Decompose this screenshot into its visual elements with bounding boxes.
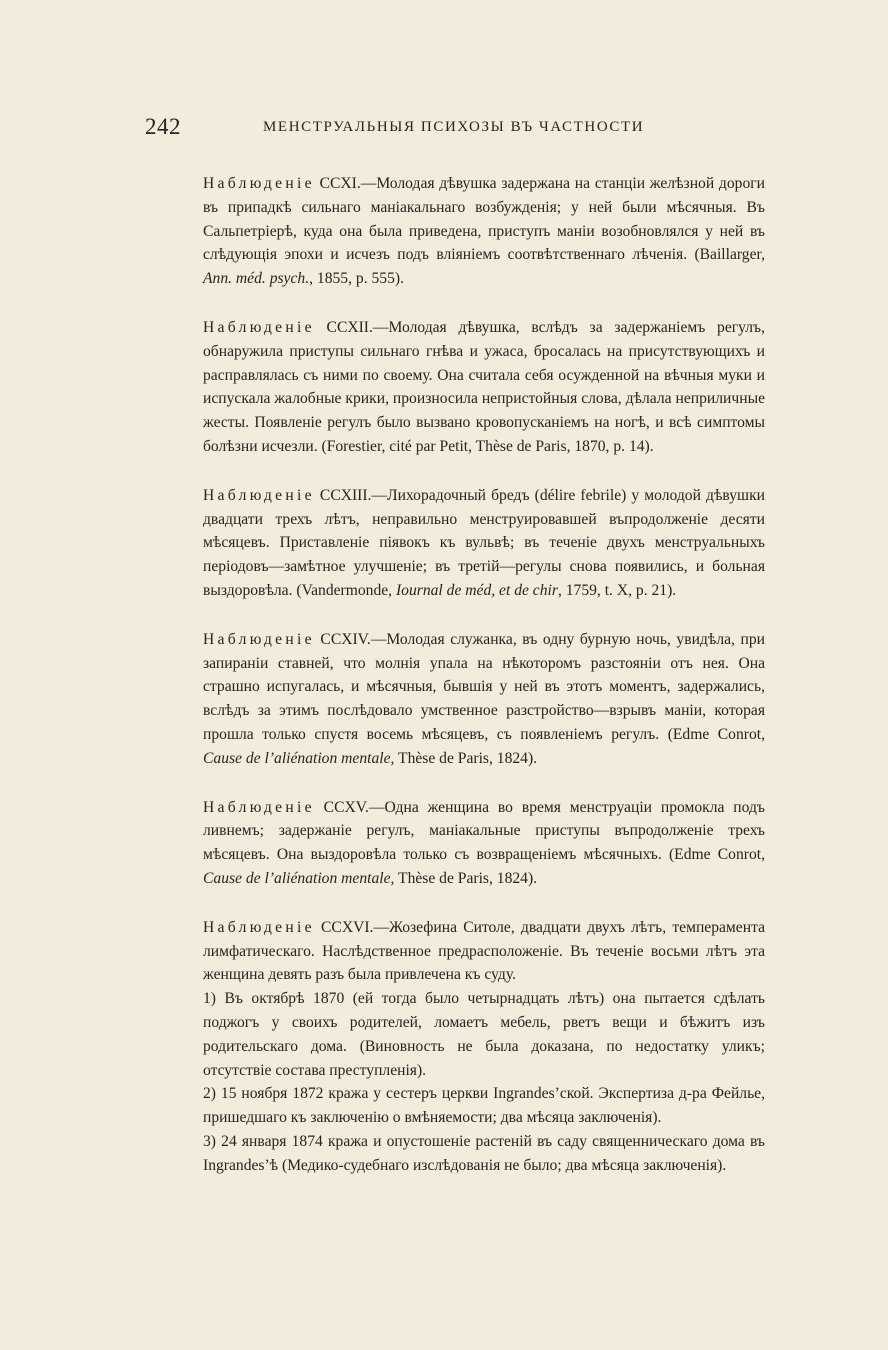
running-head: МЕНСТРУАЛЬНЫЯ ПСИХОЗЫ ВЪ ЧАСТНОСТИ	[263, 119, 645, 135]
observation-label: Наблюденіе	[203, 918, 315, 936]
page-header	[145, 114, 765, 144]
list-item: 3) 24 января 1874 кража и опустошеніе растеній въ саду священническаго дома въ Ingrandes’ѣ (Медико-судебнаго изслѣдованія не было; два мѣсяца заключенія).	[203, 1132, 765, 1174]
citation-title: Ann. méd. psych.	[203, 270, 310, 288]
list-item: 2) 15 ноября 1872 кража у сестеръ церкви Ingrandes’ской. Экспертиза д-ра Фейлье, пришедшаго къ заключенію о вмѣняемости; два мѣсяца заключенія).	[203, 1085, 765, 1127]
observation-paragraph	[145, 628, 765, 771]
citation-title: Cause de l’aliénation mentale	[203, 869, 391, 887]
observation-paragraph	[145, 316, 765, 459]
observation-text: CCXIV.—Молодая служанка, въ одну бурную ночь, увидѣла, при запираніи ставней, что молнія упала на нѣкоторомъ разстояніи отъ нея. Она страшно испугалась, и мѣсячныя, бывшія у ней въ этотъ моментъ, задержались, вслѣдъ за этимъ послѣдовало умственное разстройство—взрывъ маніи, которая прошла только спустя восемь мѣсяцевъ, съ появленіемъ регулъ. (Edme Conrot,	[203, 630, 765, 743]
page-body	[145, 172, 765, 1177]
citation-title: Cause de l’aliénation mentale	[203, 749, 391, 767]
observation-label: Наблюденіе	[203, 630, 315, 648]
citation-tail: , Thèse de Paris, 1824).	[390, 749, 538, 767]
observation-label: Наблюденіе	[203, 318, 315, 336]
observation-paragraph	[145, 796, 765, 891]
page-number: 242	[145, 114, 181, 139]
observation-paragraph	[145, 172, 765, 291]
citation-tail: , 1855, p. 555).	[309, 270, 404, 288]
observation-label: Наблюденіе	[203, 175, 315, 192]
observation-paragraph	[145, 484, 765, 603]
observation-text: CCXVI.—Жозефина Ситоле, двадцати двухъ лѣтъ, темперамента лимфатическаго. Наслѣдственное предрасположеніе. Въ теченіе восьми лѣтъ эта женщина девять разъ была привлечена къ суду.	[203, 918, 765, 984]
observation-label: Наблюденіе	[203, 486, 315, 504]
citation-title: Iournal de méd, et de chir	[395, 581, 558, 599]
observation-paragraph	[145, 916, 765, 987]
observation-label: Наблюденіе	[203, 798, 315, 816]
list-item: 1) Въ октябрѣ 1870 (ей тогда было четырнадцать лѣтъ) она пытается сдѣлать поджогъ у своихъ родителей, ломаетъ мебель, рветъ вещи и бѣжитъ изъ родительскаго дома. (Виновность не была доказана, по недостатку уликъ; отсутствіе состава преступленія).	[203, 990, 765, 1079]
citation-tail: , 1759, t. X, p. 21).	[557, 581, 677, 599]
observation-text: CCXIII.—Лихорадочный бредъ (délire febrile) у молодой дѣвушки двадцати трехъ лѣтъ, неправильно менструировавшей въпродолженіе десяти мѣсяцевъ. Приставленіе піявокъ къ вульвѣ; въ теченіе двухъ менструальныхъ періодовъ—замѣтное улучшеніе; въ третій—регулы снова появились, и больная выздоровѣла. (Vandermonde,	[203, 486, 765, 599]
observation-text: CCXII.—Молодая дѣвушка, вслѣдъ за задержаніемъ регулъ, обнаружила приступы сильнаго гнѣва и ужаса, бросалась на присутствующихъ и расправлялась съ ними по своему. Она считала себя осужденной на вѣчныя муки и испускала жалобные крики, произносила непристойныя слова, дѣлала неприличные жесты. Появленіе регулъ было вызвано кровопусканіемъ на ногѣ, и всѣ симптомы болѣзни исчезли. (Forestier, cité par Petit, Thèse de Paris, 1870, p. 14).	[203, 318, 765, 455]
observation-text: CCXI.—Молодая дѣвушка задержана на станціи желѣзной дороги въ припадкѣ сильнаго маніакальнаго возбужденія; у ней были мѣсячныя. Въ Сальпетріерѣ, куда она была приведена, приступъ маніи возобновлялся у ней въ слѣдующія эпохи и исчезъ подъ вліяніемъ соотвѣтственнаго лѣченія. (Baillarger,	[203, 175, 765, 264]
observation-text: CCXV.—Одна женщина во время менструаціи промокла подъ ливнемъ; задержаніе регулъ, маніакальные приступы въпродолженіе трехъ мѣсяцевъ. Она выздоровѣла только съ возвращеніемъ мѣсячныхъ. (Edme Conrot,	[203, 798, 765, 864]
citation-tail: , Thèse de Paris, 1824).	[390, 869, 538, 887]
